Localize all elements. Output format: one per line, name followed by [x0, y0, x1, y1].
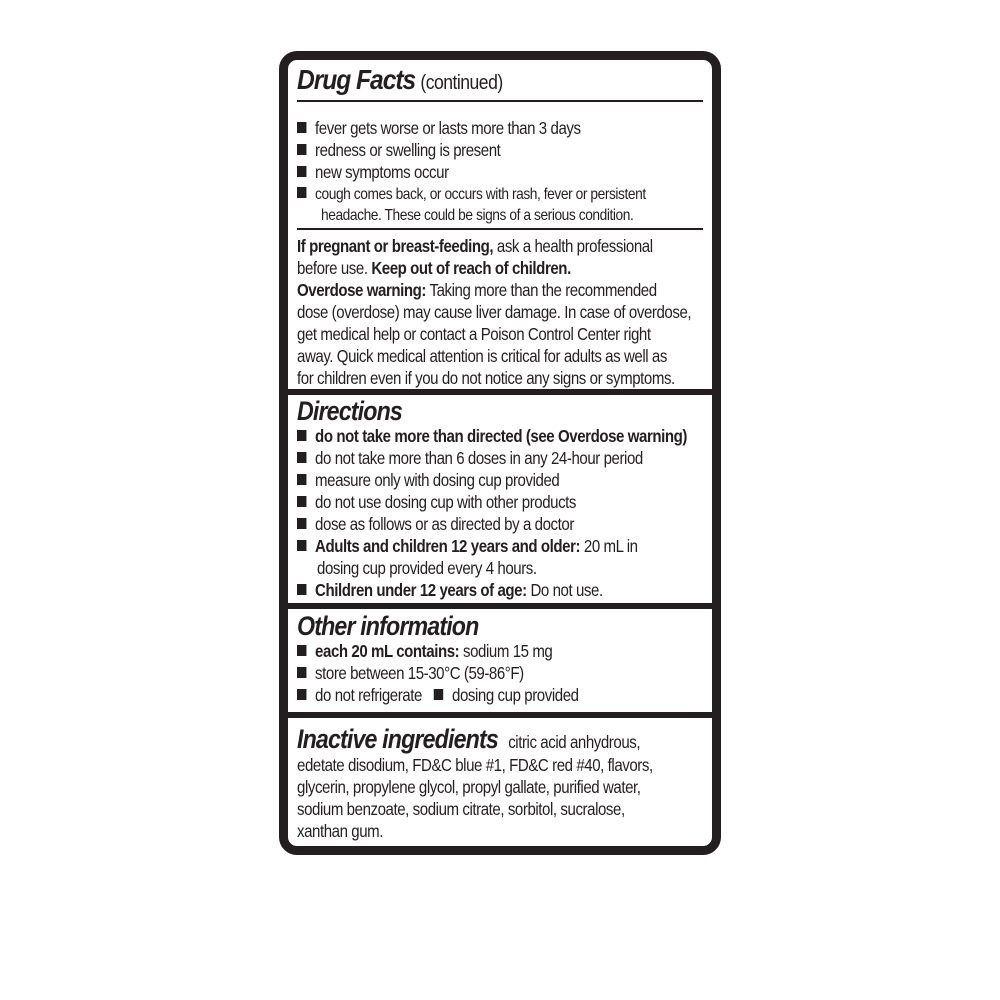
stop-use-text: headache. These could be signs of a serious condition.: [321, 207, 634, 224]
directions-text: measure only with dosing cup provided: [315, 470, 560, 490]
bullet-icon: [434, 689, 443, 700]
inactive-ingredients-line: [297, 798, 625, 820]
drug-facts-title: [297, 64, 503, 96]
keep-out-warning: [297, 257, 571, 279]
overdose-warning-line: [297, 345, 667, 367]
drug-facts-label: [279, 51, 721, 855]
directions-title: Directions: [297, 396, 402, 426]
overdose-text: get medical help or contact a Poison Control Center right: [297, 324, 651, 344]
overdose-warning: [297, 279, 657, 301]
directions-text: do not take more than 6 doses in any 24-hour period: [315, 448, 643, 468]
bullet-icon: [297, 122, 306, 133]
section-divider: [288, 712, 712, 718]
stop-use-item: [297, 161, 449, 183]
directions-text: 20 mL in: [580, 536, 638, 556]
inactive-ingredients-heading: [297, 723, 640, 758]
keep-out-bold: Keep out of reach of children.: [371, 258, 571, 278]
bullet-icon: [297, 452, 306, 463]
continued-text: (continued): [420, 72, 503, 94]
overdose-warning-line: [297, 367, 675, 389]
bullet-icon: [297, 144, 306, 155]
directions-text: dosing cup provided every 4 hours.: [317, 558, 537, 578]
bullet-icon: [297, 667, 306, 678]
overdose-text: Taking more than the recommended: [426, 280, 657, 300]
directions-item: [297, 513, 574, 535]
directions-item: [297, 579, 603, 601]
bullet-icon: [297, 430, 306, 441]
other-info-text: store between 15-30°C (59-86°F): [315, 663, 524, 683]
bullet-icon: [297, 166, 306, 177]
inactive-ingredients-text: xanthan gum.: [297, 821, 384, 841]
other-info-text: sodium 15 mg: [459, 641, 553, 661]
bullet-icon: [297, 187, 306, 198]
pregnancy-warning: [297, 235, 653, 257]
other-info-text: do not refrigerate: [315, 685, 422, 705]
section-divider: [288, 389, 712, 395]
inactive-ingredients-line: [297, 754, 653, 776]
directions-item: [297, 469, 559, 491]
directions-text: do not take more than directed (see Overdose warning): [315, 426, 688, 446]
overdose-text: away. Quick medical attention is critical for adults as well as: [297, 346, 667, 366]
stop-use-text: new symptoms occur: [315, 162, 449, 182]
directions-item: [297, 425, 687, 447]
stop-use-text: cough comes back, or occurs with rash, fever or persistent: [315, 186, 646, 203]
pregnancy-warning-text: ask a health professional: [493, 236, 653, 256]
title-text: Drug Facts: [297, 64, 416, 95]
stop-use-item: [297, 117, 581, 139]
pregnancy-warning-bold: If pregnant or breast-feeding,: [297, 236, 494, 256]
overdose-warning-line: [297, 301, 691, 323]
bullet-icon: [297, 474, 306, 485]
inactive-ingredients-text: glycerin, propylene glycol, propyl gallate, purified water,: [297, 777, 641, 797]
bullet-icon: [297, 540, 306, 551]
bullet-icon: [297, 584, 306, 595]
inactive-ingredients-text: sodium benzoate, sodium citrate, sorbitol, sucralose,: [297, 799, 625, 819]
overdose-text: for children even if you do not notice any signs or symptoms.: [297, 368, 675, 388]
directions-item-continued: [317, 557, 537, 579]
label-content: [297, 60, 703, 841]
bullet-icon: [297, 645, 306, 656]
inactive-ingredients-text: citric acid anhydrous,: [508, 732, 641, 752]
inactive-ingredients-line: [297, 776, 641, 798]
directions-item: [297, 535, 638, 557]
other-info-text: dosing cup provided: [452, 685, 579, 705]
inactive-ingredients-title: Inactive ingredients: [297, 724, 498, 754]
divider: [297, 228, 703, 230]
overdose-warning-line: [297, 323, 651, 345]
directions-text: Do not use.: [526, 580, 603, 600]
directions-item: [297, 447, 643, 469]
stop-use-item-continued: [321, 205, 633, 227]
other-info-text-bold: each 20 mL contains:: [315, 641, 460, 661]
bullet-icon: [297, 496, 306, 507]
inactive-ingredients-text: edetate disodium, FD&C blue #1, FD&C red #40, flavors,: [297, 755, 653, 775]
directions-text-bold: Adults and children 12 years and older:: [315, 536, 581, 556]
other-info-item: [297, 640, 552, 662]
other-info-item: [297, 662, 524, 684]
other-information-title: Other information: [297, 611, 479, 641]
stop-use-item: [297, 139, 500, 161]
overdose-warning-bold: Overdose warning:: [297, 280, 427, 300]
directions-text: dose as follows or as directed by a doctor: [315, 514, 574, 534]
overdose-text: dose (overdose) may cause liver damage. In case of overdose,: [297, 302, 692, 322]
stop-use-text: redness or swelling is present: [315, 140, 501, 160]
before-use-text: before use.: [297, 258, 372, 278]
bullet-icon: [297, 689, 306, 700]
directions-item: [297, 491, 576, 513]
bullet-icon: [297, 518, 306, 529]
directions-text: do not use dosing cup with other products: [315, 492, 577, 512]
other-info-item: [297, 684, 579, 706]
section-divider: [288, 603, 712, 609]
stop-use-text: fever gets worse or lasts more than 3 days: [315, 118, 581, 138]
stop-use-item: [297, 184, 646, 206]
directions-text-bold: Children under 12 years of age:: [315, 580, 527, 600]
label-header: [297, 60, 703, 102]
inactive-ingredients-line: [297, 820, 383, 842]
